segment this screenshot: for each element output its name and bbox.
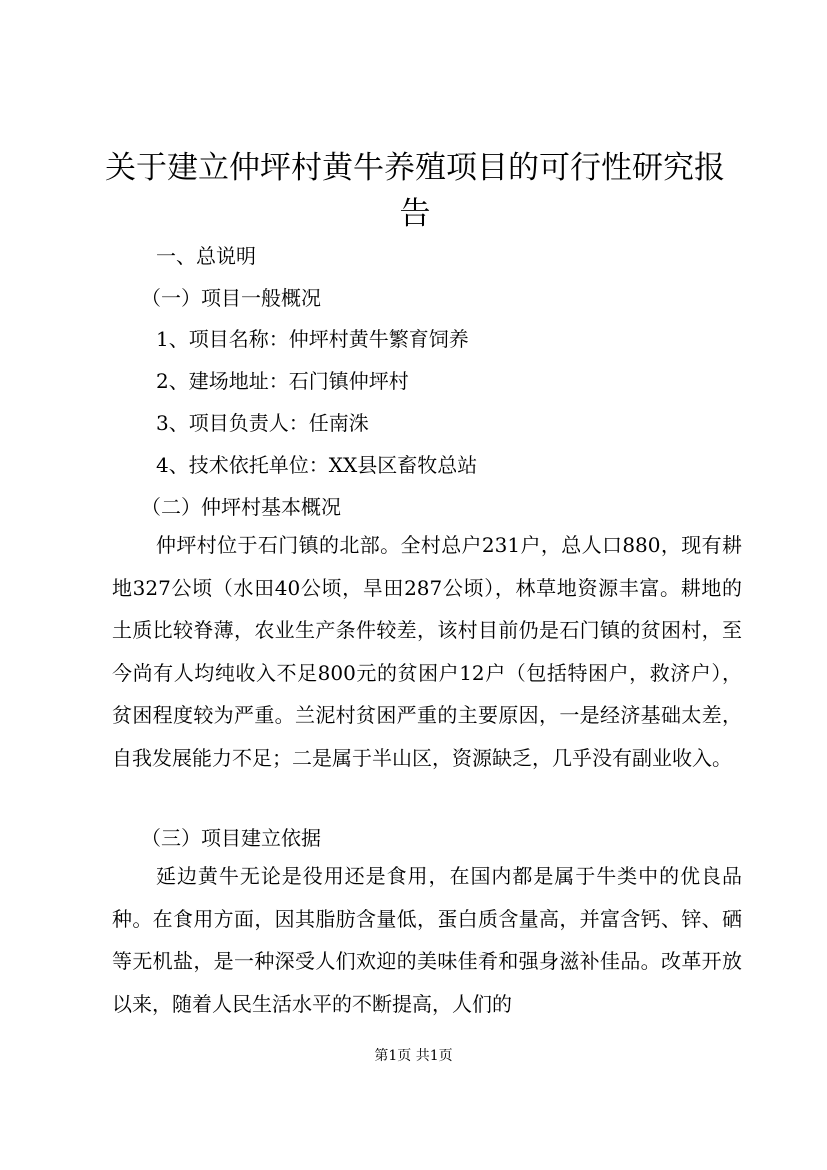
subsection-heading-2: （二）仲坪村基本概况 [141, 495, 341, 519]
project-name-item: 1、项目名称：仲坪村黄牛繁育饲养 [156, 327, 469, 351]
project-leader-item: 3、项目负责人：任南洙 [156, 411, 369, 435]
section-heading-1: 一、总说明 [156, 244, 256, 268]
site-address-item: 2、建场地址：石门镇仲坪村 [156, 369, 409, 393]
subsection-heading-3: （三）项目建立依据 [141, 826, 321, 850]
project-basis-paragraph: 延边黄牛无论是役用还是食用，在国内都是属于牛类中的优良品种。在食用方面，因其脂肪含量低，蛋白质含量高，并富含钙、锌、硒等无机盐，是一种深受人们欢迎的美味佳肴和强身滋补佳品。改革开放以来，随着人民生活水平的不断提高，人们的 [112, 864, 742, 1016]
village-overview-paragraph: 仲坪村位于石门镇的北部。全村总户231户，总人口880，现有耕地327公顷（水田40公顷，旱田287公顷），林草地资源丰富。耕地的土质比较脊薄，农业生产条件较差，该村目前仍是石门镇的贫困村，至今尚有人均纯收入不足800元的贫困户12户（包括特困户，救济户），贫困程度较为严重。兰泥村贫困严重的主要原因，一是经济基础太差，自我发展能力不足；二是属于半山区，资源缺乏，几乎没有副业收入。 [112, 533, 742, 770]
page-footer: 第1页 共1页 [374, 1048, 453, 1064]
technical-support-item: 4、技术依托单位：XX县区畜牧总站 [156, 453, 478, 477]
document-title: 关于建立仲坪村黄牛养殖项目的可行性研究报告 [105, 150, 725, 232]
subsection-heading-1: （一）项目一般概况 [141, 286, 321, 310]
